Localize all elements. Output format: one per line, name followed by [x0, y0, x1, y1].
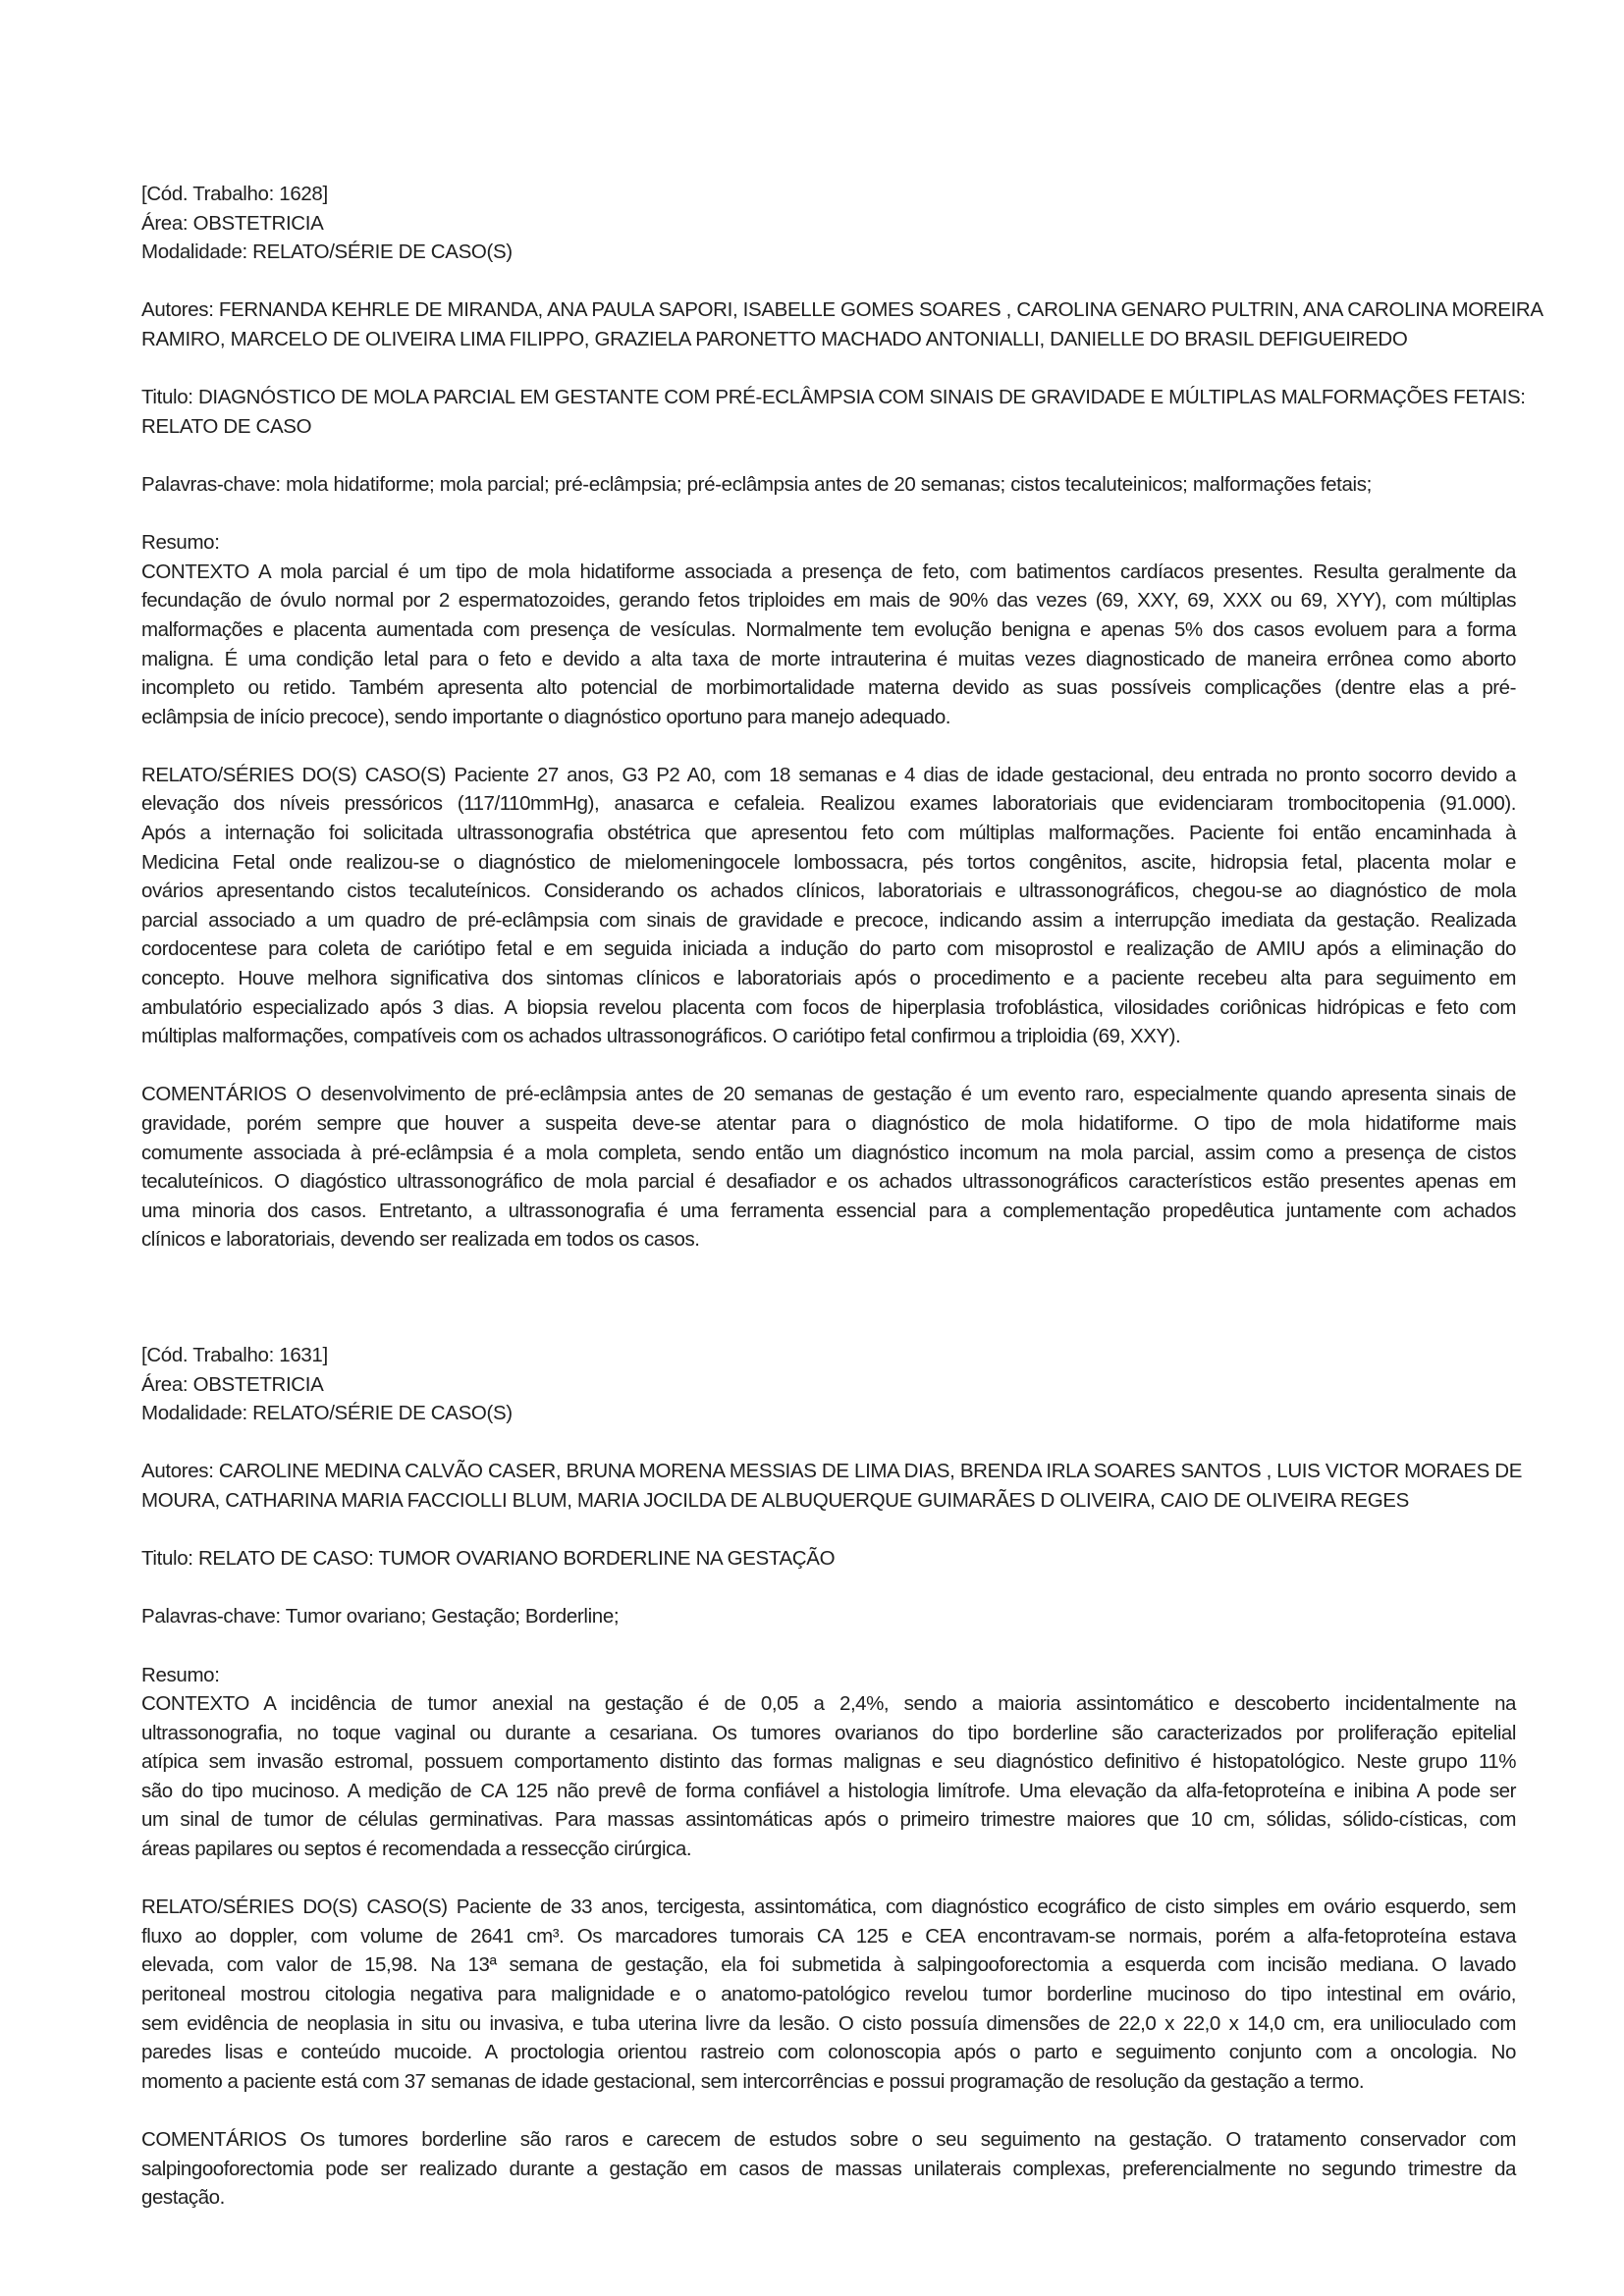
report-paragraph-line: elevada, com valor de 15,98. Na 13ª semana de gestação, ela foi submetida à salpingooforectomia a esquerda com incisão mediana. O lavado [141, 1953, 1516, 1977]
keywords: Palavras-chave: Tumor ovariano; Gestação; Borderline; [141, 1605, 620, 1629]
context-paragraph-line: CONTEXTO A incidência de tumor anexial na gestação é de 0,05 a 2,4%, sendo a maioria assintomático e descoberto incidentalmente na [141, 1692, 1516, 1716]
authors-line: Autores: FERNANDA KEHRLE DE MIRANDA, ANA PAULA SAPORI, ISABELLE GOMES SOARES , CAROLINA GENARO PULTRIN, ANA CAROLINA MOREIRA [141, 298, 1543, 322]
spacer [141, 731, 1516, 761]
spacer [141, 441, 1516, 470]
authors [141, 1457, 1523, 1515]
modality-label: Modalidade: RELATO/SÉRIE DE CASO(S) [141, 240, 513, 264]
authors [141, 295, 1543, 353]
report-paragraph-line: paredes lisas e conteúdo mucoide. A proctologia orientou rastreio com colonoscopia após o parto e seguimento conjunto com a oncologia. No [141, 2041, 1516, 2064]
abstract-title [141, 383, 1526, 441]
context-paragraph-line: maligna. É uma condição letal para o feto e devido a alta taxa de morte intrauterina é muitas vezes diagnosticado de maneira errônea como aborto [141, 647, 1516, 670]
context-paragraph-line: fecundação de óvulo normal por 2 espermatozoides, gerando fetos triploides em mais de 90% das vezes (69, XXY, 69, XXX ou 69, XYY), com múltiplas [141, 589, 1516, 613]
abstract-entry [141, 1341, 1523, 2213]
authors-line: RAMIRO, MARCELO DE OLIVEIRA LIMA FILIPPO, GRAZIELA PARONETTO MACHADO ANTONIALLI, DANIELLE DO BRASIL DEFIGUEIREDO [141, 327, 1408, 350]
work-code: [Cód. Trabalho: 1631] [141, 1343, 328, 1366]
report-paragraph-line: múltiplas malformações, compatíveis com os achados ultrassonográficos. O cariótipo fetal confirmou a triploidia (69, XXY). [141, 1025, 1181, 1048]
comments-paragraph-line: salpingooforectomia pode ser realizado durante a gestação em casos de massas unilaterais complexas, preferencialmente no segundo trimestre da [141, 2157, 1516, 2180]
summary-label: Resumo: [141, 1663, 220, 1686]
area-label: Área: OBSTETRICIA [141, 1372, 324, 1396]
abstract-entry [141, 180, 1543, 1255]
abstract-title-line: Titulo: RELATO DE CASO: TUMOR OVARIANO BORDERLINE NA GESTAÇÃO [141, 1547, 836, 1571]
comments-paragraph-line: gestação. [141, 2186, 225, 2210]
spacer [141, 1631, 1516, 1661]
spacer [141, 1051, 1516, 1081]
report-paragraph-line: ovários apresentando cistos tecaluteínicos. Considerando os achados clínicos, laboratoriais e ultrassonográficos, chegou-se ao diagnóstico de mola [141, 880, 1516, 903]
context-paragraph [141, 1689, 1516, 1864]
context-paragraph-line: são do tipo mucinoso. A medição de CA 125 não prevê de forma confiável a histologia limítrofe. Uma elevação da alfa-fetoproteína e inibina A pode ser [141, 1779, 1516, 1802]
authors-line: MOURA, CATHARINA MARIA FACCIOLLI BLUM, MARIA JOCILDA DE ALBUQUERQUE GUIMARÃES D OLIVEIRA, CAIO DE OLIVEIRA REGES [141, 1488, 1409, 1512]
spacer [141, 1574, 1516, 1603]
comments-paragraph [141, 2125, 1516, 2213]
spacer [141, 267, 1516, 296]
comments-paragraph-line: comumente associada à pré-eclâmpsia é a mola completa, sendo então um diagnóstico incomum na mola parcial, assim como a presença de cistos [141, 1141, 1516, 1164]
summary-label: Resumo: [141, 531, 220, 555]
report-paragraph-line: concepto. Houve melhora significativa dos sintomas clínicos e laboratoriais após o procedimento e a paciente recebeu alta para seguimento em [141, 967, 1516, 990]
spacer [141, 354, 1516, 384]
context-paragraph [141, 558, 1516, 732]
work-code: [Cód. Trabalho: 1628] [141, 183, 328, 205]
context-paragraph-line: áreas papilares ou septos é recomendada a ressecção cirúrgica. [141, 1838, 692, 1861]
report-paragraph-line: momento a paciente está com 37 semanas de idade gestacional, sem intercorrências e possui programação de resolução da gestação a termo. [141, 2069, 1365, 2093]
comments-paragraph-line: tecaluteínicos. O diagóstico ultrassonográfico de mola parcial é desafiador e os achados ultrassonográficos característicos estão presentes apenas em [141, 1170, 1516, 1194]
spacer [141, 500, 1516, 529]
report-paragraph-line: parcial associado a um quadro de pré-eclâmpsia com sinais de gravidade e precoce, indicando assim a interrupção imediata da gestação. Realizada [141, 908, 1516, 932]
report-paragraph-line: Após a internação foi solicitada ultrassonografia obstétrica que apresentou feto com múltiplas malformações. Paciente foi então encaminhada à [141, 822, 1516, 845]
context-paragraph-line: atípica sem invasão estromal, possuem comportamento distinto das formas malignas e seu diagnóstico definitivo é histopatológico. Neste grupo 11% [141, 1750, 1516, 1774]
context-paragraph-line: um sinal de tumor de células germinativas. Para massas assintomáticas após o primeiro trimestre maiores que 10 cm, sólidas, sólido-císticas, com [141, 1808, 1516, 1832]
spacer [141, 1516, 1516, 1545]
report-paragraph-line: cordocentese para coleta de cariótipo fetal e em seguida iniciada a indução do parto com misoprostol e realização de AMIU após a eliminação do [141, 937, 1516, 961]
modality-label: Modalidade: RELATO/SÉRIE DE CASO(S) [141, 1402, 513, 1425]
abstract-title-line: Titulo: DIAGNÓSTICO DE MOLA PARCIAL EM GESTANTE COM PRÉ-ECLÂMPSIA COM SINAIS DE GRAVIDADE E MÚLTIPLAS MALFORMAÇÕES FETAIS: [141, 386, 1526, 409]
comments-paragraph-line: uma minoria dos casos. Entretanto, a ultrassonografia é uma ferramenta essencial para a complementação propedêutica juntamente com achados [141, 1199, 1516, 1222]
spacer [141, 2096, 1516, 2125]
keywords: Palavras-chave: mola hidatiforme; mola parcial; pré-eclâmpsia; pré-eclâmpsia antes de 20 semanas; cistos tecaluteinicos; malformações fetais; [141, 472, 1372, 496]
abstract-title-line: RELATO DE CASO [141, 414, 312, 438]
abstract-title [141, 1544, 1516, 1574]
document-page [141, 180, 1543, 2213]
report-paragraph-line: RELATO/SÉRIES DO(S) CASO(S) Paciente 27 anos, G3 P2 A0, com 18 semanas e 4 dias de idade gestacional, deu entrada no pronto socorro devido a [141, 763, 1516, 786]
spacer [141, 1428, 1516, 1458]
comments-paragraph-line: COMENTÁRIOS O desenvolvimento de pré-eclâmpsia antes de 20 semanas de gestação é um evento raro, especialmente quando apresenta sinais de [141, 1083, 1516, 1106]
report-paragraph-line: Medicina Fetal onde realizou-se o diagnóstico de mielomeningocele lombossacra, pés tortos congênitos, ascite, hidropsia fetal, placenta molar e [141, 850, 1516, 874]
report-paragraph-line: fluxo ao doppler, com volume de 2641 cm³. Os marcadores tumorais CA 125 e CEA encontravam-se normais, porém a alfa-fetoproteína estava [141, 1924, 1516, 1948]
report-paragraph [141, 1893, 1516, 2096]
report-paragraph [141, 761, 1516, 1051]
comments-paragraph [141, 1080, 1516, 1255]
context-paragraph-line: ultrassonografia, no toque vaginal ou durante a cesariana. Os tumores ovarianos do tipo borderline são caracterizados por proliferação epitelial [141, 1721, 1516, 1744]
comments-paragraph-line: clínicos e laboratoriais, devendo ser realizada em todos os casos. [141, 1228, 700, 1252]
spacer [141, 1864, 1516, 1894]
report-paragraph-line: peritoneal mostrou citologia negativa para malignidade e o anatomo-patológico revelou tumor borderline mucinoso do tipo intestinal em ovário, [141, 1983, 1516, 2006]
report-paragraph-line: elevação dos níveis pressóricos (117/110mmHg), anasarca e cefaleia. Realizou exames laboratoriais que evidenciaram trombocitopenia (91.000). [141, 792, 1516, 816]
comments-paragraph-line: gravidade, porém sempre que houver a suspeita deve-se atentar para o diagnóstico de mola hidatiforme. O tipo de mola hidatiforme mais [141, 1112, 1516, 1135]
context-paragraph-line: incompleto ou retido. Também apresenta alto potencial de morbimortalidade materna devido as suas possíveis complicações (dentre elas a pré- [141, 676, 1516, 700]
report-paragraph-line: sem evidência de neoplasia in situ ou invasiva, e tuba uterina livre da lesão. O cisto possuía dimensões de 22,0 x 22,0 x 14,0 cm, era unilioculado com [141, 2011, 1516, 2035]
comments-paragraph-line: COMENTÁRIOS Os tumores borderline são raros e carecem de estudos sobre o seu seguimento na gestação. O tratamento conservador com [141, 2128, 1516, 2151]
report-paragraph-line: ambulatório especializado após 3 dias. A biopsia revelou placenta com focos de hiperplasia trofoblástica, vilosidades coriônicas hidrópicas e feto com [141, 995, 1516, 1019]
context-paragraph-line: malformações e placenta aumentada com presença de vesículas. Normalmente tem evolução benigna e apenas 5% dos casos evoluem para a forma [141, 617, 1516, 641]
context-paragraph-line: CONTEXTO A mola parcial é um tipo de mola hidatiforme associada a presença de feto, com batimentos cardíacos presentes. Resulta geralmente da [141, 560, 1516, 583]
context-paragraph-line: eclâmpsia de início precoce), sendo importante o diagnóstico oportuno para manejo adequado. [141, 705, 951, 728]
authors-line: Autores: CAROLINE MEDINA CALVÃO CASER, BRUNA MORENA MESSIAS DE LIMA DIAS, BRENDA IRLA SOARES SANTOS , LUIS VICTOR MORAES DE [141, 1460, 1523, 1483]
area-label: Área: OBSTETRICIA [141, 211, 324, 235]
report-paragraph-line: RELATO/SÉRIES DO(S) CASO(S) Paciente de 33 anos, tercigesta, assintomática, com diagnóstico ecográfico de cisto simples em ovário esquerdo, sem [141, 1896, 1516, 1919]
